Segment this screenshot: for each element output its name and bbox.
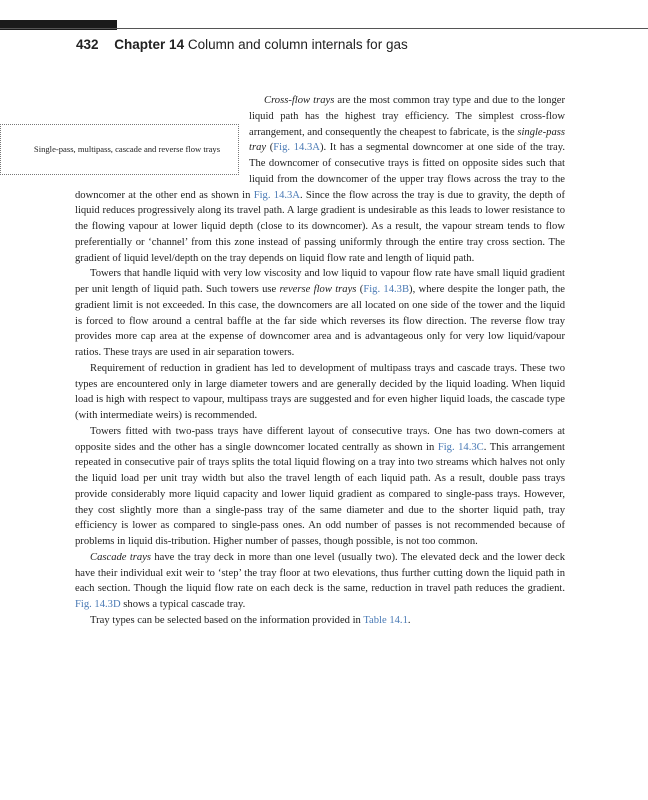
page-number: 432 [76,37,99,52]
term-reverse-flow-trays: reverse flow trays [279,284,357,295]
text-span: Tray types can be selected based on the information provided in [90,614,364,626]
text-span: . [407,614,411,626]
figure-link[interactable]: Fig. 14.3D [75,599,121,610]
term-cascade-trays: Cascade trays [90,551,152,563]
paragraph-two-pass [75,424,565,550]
header-rule [0,28,648,29]
side-summary-text: Single-pass, multipass, cascade and reverse flow trays [33,143,221,154]
text-span: . Since the flow across the tray is due to gravity, the depth of liquid reduces progressively along its travel path. A large gradient is undesirable as this leads to lower resistance to the flowing vapour at lower liquid depth (close to its downcomer). As a result, the vapour stream tends to flow preferentially or ‘channel’ from this zone instead of passing uniformly through the entire tray cross section. The gradient of liquid level/depth on the tray depends on liquid flow rate and length of liquid path. [75,189,566,264]
body-text [33,93,566,629]
text-span: ( [266,142,274,154]
paragraph-multipass: Requirement of reduction in gradient has led to development of multipass trays and cascade trays. These two types are encountered only in large diameter towers and are generally decided by the liquid loading. When liquid load is high with respect to vapour, multipass trays are suggested and for even higher liquid loads, the cascade type (with intermediate weirs) is recommended. [75,362,565,421]
text-span: shows a typical cascade tray. [120,599,246,610]
text-span: ). It has a segmental downcomer at one side of the tray. The downcomer of consecutive trays is fitted on opposite sides such that liquid from the downcomer of the upper tray flows across the tray to the downcomer at the other end as shown in [75,142,565,201]
figure-link[interactable]: Fig. 14.3A [273,142,320,154]
figure-link[interactable]: Fig. 14.3A [253,189,300,201]
text-span: Towers fitted with two-pass trays have different layout of consecutive trays. One has two down-comers at opposite sides and the other has a single downcomer located centrally as shown in [75,425,565,453]
paragraph-selection [75,613,565,629]
paragraph-cross-flow [33,93,566,266]
term-single-pass-tray: single-pass tray [249,126,565,154]
table-link[interactable]: Table 14.1 [363,614,408,626]
text-span: are the most common tray type and due to the longer liquid path has the highest tray efficiency. The simplest cross-flow arrangement, and consequently the cheapest to fabricate, is the [249,95,566,138]
text-span: ( [356,284,364,295]
text-span: Towers that handle liquid with very low viscosity and low liquid to vapour flow rate have small liquid gradient per unit length of liquid path. Such towers use [75,268,565,295]
chapter-title: Column and column internals for gas [187,37,408,52]
text-span: have the tray deck in more than one level (usually two). The elevated deck and the lower deck have their individual exit weir to ‘step’ the tray floor at two elevations, thus further cutting down the liquid path in each section. Though the liquid flow rate on each deck is the same, reduction in travel path reduces the gradient. [75,551,565,595]
figure-link[interactable]: Fig. 14.3C [437,441,484,453]
side-summary-box [0,124,239,175]
term-cross-flow-trays: Cross-flow trays [264,95,335,106]
running-head [76,37,408,52]
paragraph-cascade [75,550,565,613]
text-span: ), where despite the longer path, the gradient limit is not exceeded. In this case, the downcomers are all located on one side of the tower and the liquid is forced to flow around a central baffle at the far side which reverses its flow direction. The reverse flow tray provides more cap area at the expense of downcomer area and is advantageous only for very low liquid/vapour ratios. These trays are used in air separation towers. [75,284,565,358]
chapter-label: Chapter 14 [114,37,185,52]
text-span: . This arrangement repeated in consecutive pair of trays splits the total liquid flowing on a tray into two streams which halves not only the liquid load per unit tray width but also the travel length of each liquid path. As a result, double pass trays provide considerably more liquid capacity and lower liquid gradient as compared to single-pass trays. However, they cost slightly more than a single-pass tray of the same diameter and due to the shorter liquid path, tray efficiency is lower as compared to single-pass ones. An odd number of passes is not recommended because of problems in liquid dis-tribution. Higher number of passes, though possible, is not too common. [75,441,565,547]
figure-link[interactable]: Fig. 14.3B [363,284,410,295]
paragraph-reverse-flow [75,266,565,361]
